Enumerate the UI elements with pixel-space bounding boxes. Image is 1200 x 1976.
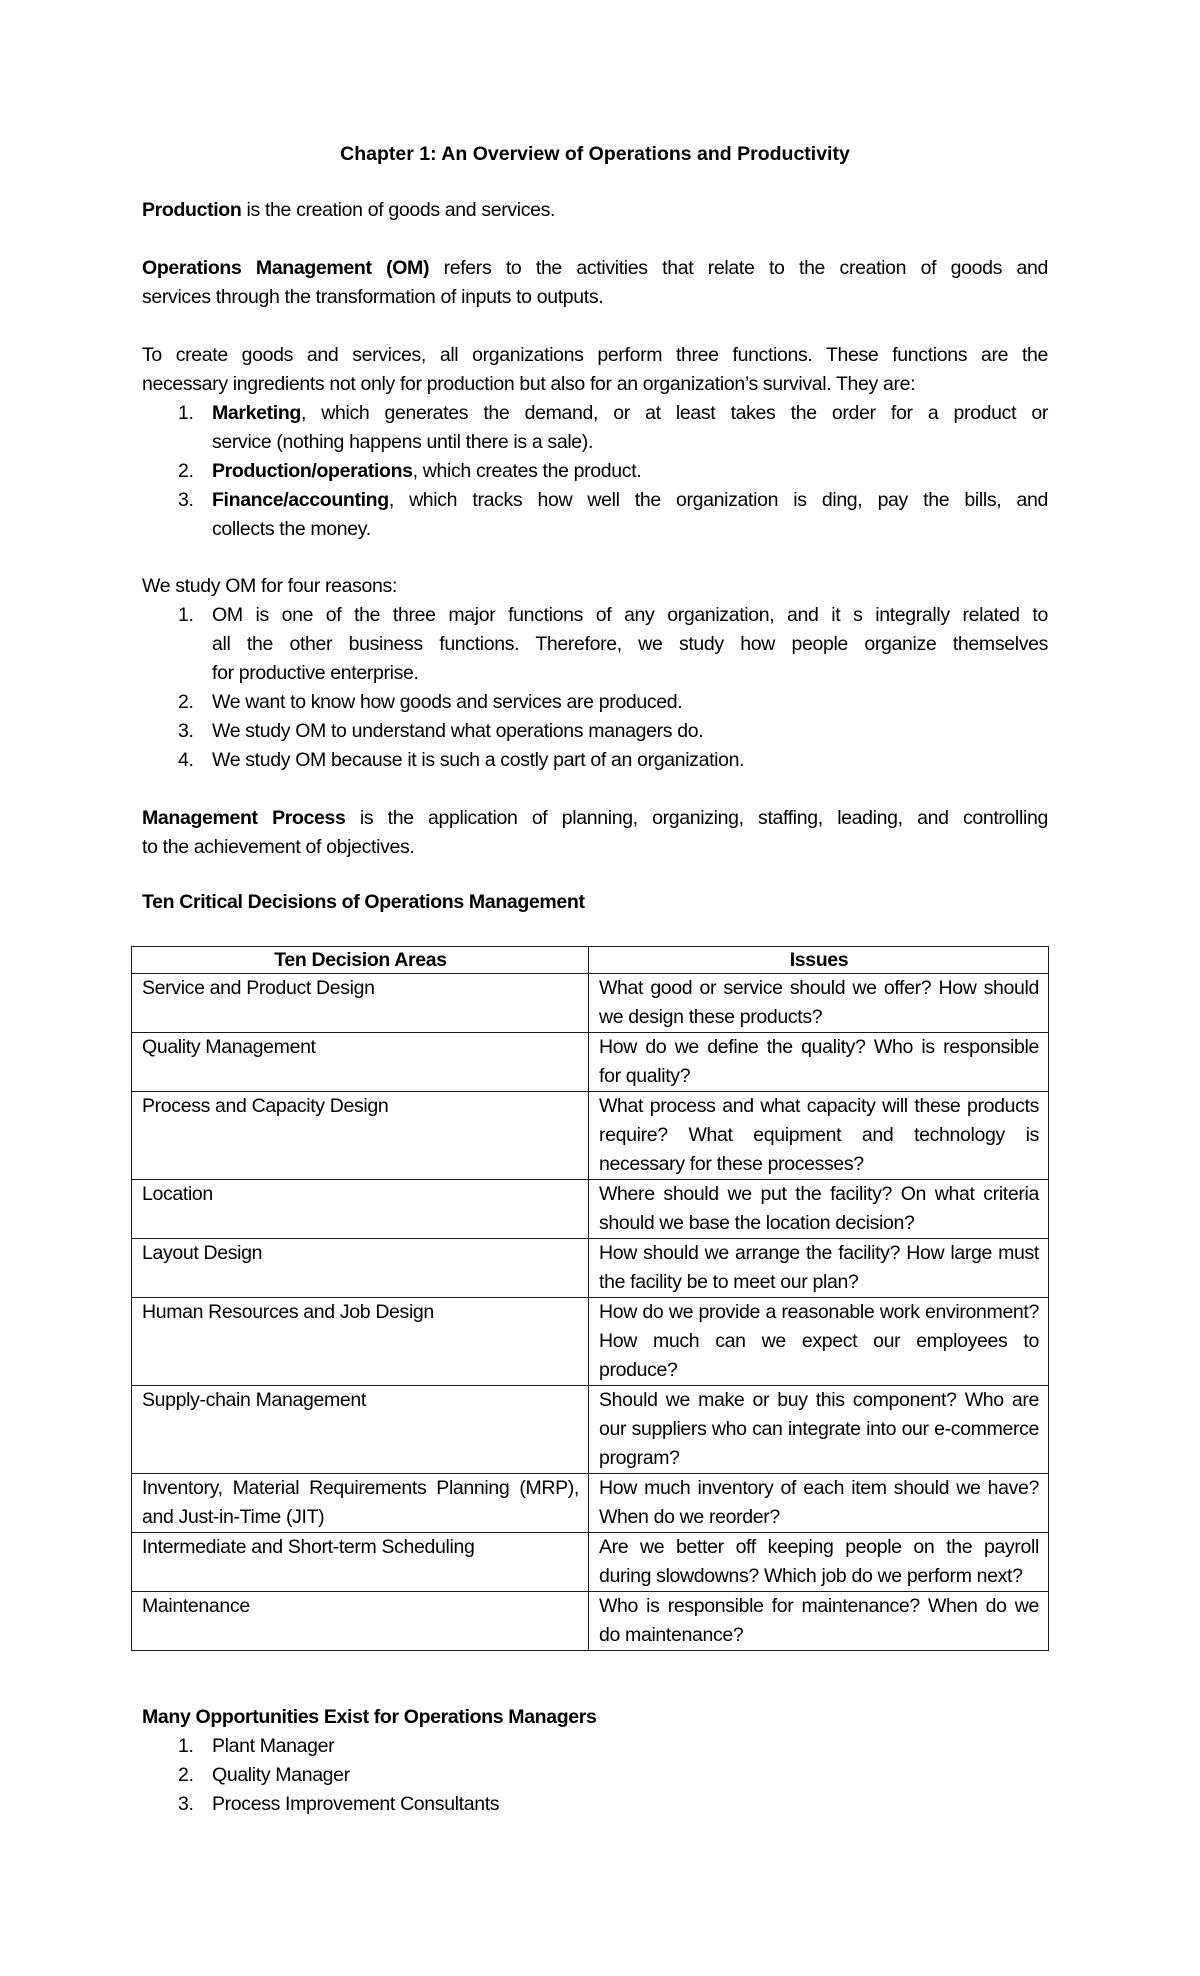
table-row — [132, 1533, 1049, 1592]
table-row — [132, 1386, 1049, 1474]
reasons-intro-text: We study OM for four reasons: — [142, 575, 398, 597]
decision-issues: Should we make or buy this component? Who are our suppliers who can integrate into our e-commerce program? — [589, 1386, 1049, 1474]
reason-text: We study OM because it is such a costly part of an organization. — [212, 749, 745, 771]
column-header-areas: Ten Decision Areas — [132, 947, 589, 974]
function-text: , which creates the product. — [412, 460, 642, 482]
management-process-definition — [142, 804, 1048, 862]
opportunity-label: Quality Manager — [212, 1764, 350, 1786]
list-item — [142, 717, 1048, 746]
reason-text-cont: all the other business functions. Therefore, we study how people organize themselves — [212, 633, 1048, 655]
reasons-intro — [142, 572, 1048, 601]
decisions-table — [131, 946, 1049, 1651]
table-row — [132, 1474, 1049, 1533]
reasons-list — [142, 601, 1048, 775]
opportunity-label: Process Improvement Consultants — [212, 1793, 500, 1815]
opportunities-heading-text: Many Opportunities Exist for Operations Managers — [142, 1706, 597, 1728]
management-process-term: Management Process — [142, 807, 346, 829]
list-item — [142, 688, 1048, 717]
functions-intro-line1: To create goods and services, all organizations perform three functions. These functions are the — [142, 344, 1048, 366]
list-number: 1. — [178, 402, 194, 424]
list-number: 3. — [178, 720, 194, 742]
opportunities-heading — [142, 1703, 1048, 1732]
table-row — [132, 974, 1049, 1033]
functions-intro-line2: necessary ingredients not only for production but also for an organization’s survival. They are: — [142, 373, 916, 395]
table-row — [132, 1592, 1049, 1651]
function-text-cont: collects the money. — [212, 518, 371, 540]
decision-issues: Are we better off keeping people on the payroll during slowdowns? Which job do we perform next? — [589, 1533, 1049, 1592]
decisions-heading — [142, 888, 1048, 917]
decision-issues: Who is responsible for maintenance? When do we do maintenance? — [589, 1592, 1049, 1651]
decision-issues: How should we arrange the facility? How large must the facility be to meet our plan? — [589, 1239, 1049, 1298]
function-term: Production/operations — [212, 460, 413, 482]
om-term: Operations Management (OM) — [142, 257, 430, 279]
decision-area: Intermediate and Short-term Scheduling — [132, 1533, 589, 1592]
table-row — [132, 1180, 1049, 1239]
om-text-line1: refers to the activities that relate to the creation of goods and — [429, 257, 1048, 279]
functions-intro — [142, 341, 1048, 399]
decision-issues: What good or service should we offer? How should we design these products? — [589, 974, 1049, 1033]
list-number: 4. — [178, 749, 194, 771]
list-item — [142, 1761, 1048, 1790]
list-item — [142, 1732, 1048, 1761]
table-row — [132, 1298, 1049, 1386]
functions-list — [142, 399, 1048, 544]
function-term: Finance/accounting — [212, 489, 389, 511]
decision-area: Quality Management — [132, 1033, 589, 1092]
decisions-heading-text: Ten Critical Decisions of Operations Management — [142, 891, 585, 913]
decision-area: Inventory, Material Requirements Planning (MRP), and Just-in-Time (JIT) — [132, 1474, 589, 1533]
function-term: Marketing — [212, 402, 301, 424]
om-text-line2: services through the transformation of inputs to outputs. — [142, 286, 604, 308]
list-item — [142, 457, 1048, 486]
opportunities-list — [142, 1732, 1048, 1819]
production-text: is the creation of goods and services. — [241, 199, 556, 221]
decision-area: Supply-chain Management — [132, 1386, 589, 1474]
list-number: 1. — [178, 1735, 194, 1757]
column-header-issues: Issues — [589, 947, 1049, 974]
list-number: 2. — [178, 1764, 194, 1786]
reason-text: OM is one of the three major functions of any organization, and it s integrally related to — [212, 604, 1048, 626]
list-item — [142, 1790, 1048, 1819]
decision-area: Process and Capacity Design — [132, 1092, 589, 1180]
table-header-row — [132, 947, 1049, 974]
decision-area: Maintenance — [132, 1592, 589, 1651]
list-number: 2. — [178, 460, 194, 482]
function-text: , which tracks how well the organization is ding, pay the bills, and — [388, 489, 1048, 511]
reason-text-cont: for productive enterprise. — [212, 662, 419, 684]
management-process-text-cont: to the achievement of objectives. — [142, 836, 415, 858]
list-item — [142, 486, 1048, 544]
decision-area: Location — [132, 1180, 589, 1239]
table-row — [132, 1239, 1049, 1298]
list-number: 1. — [178, 604, 194, 626]
decision-issues: How do we provide a reasonable work environment? How much can we expect our employees to produce? — [589, 1298, 1049, 1386]
function-text-cont: service (nothing happens until there is a sale). — [212, 431, 594, 453]
list-number: 3. — [178, 489, 194, 511]
decision-area: Human Resources and Job Design — [132, 1298, 589, 1386]
decision-area: Service and Product Design — [132, 974, 589, 1033]
reason-text: We want to know how goods and services are produced. — [212, 691, 683, 713]
list-number: 3. — [178, 1793, 194, 1815]
opportunity-label: Plant Manager — [212, 1735, 335, 1757]
production-definition — [142, 196, 1048, 225]
list-item — [142, 746, 1048, 775]
list-item — [142, 399, 1048, 457]
decision-issues: How much inventory of each item should we have? When do we reorder? — [589, 1474, 1049, 1533]
om-definition — [142, 254, 1048, 312]
list-item — [142, 601, 1048, 688]
decision-area: Layout Design — [132, 1239, 589, 1298]
decision-issues: How do we define the quality? Who is responsible for quality? — [589, 1033, 1049, 1092]
page-title: Chapter 1: An Overview of Operations and Productivity — [340, 143, 850, 165]
list-number: 2. — [178, 691, 194, 713]
decision-issues: What process and what capacity will these products require? What equipment and technology is necessary for these processes? — [589, 1092, 1049, 1180]
production-term: Production — [142, 199, 242, 221]
table-row — [132, 1092, 1049, 1180]
management-process-text: is the application of planning, organizing, staffing, leading, and controlling — [345, 807, 1048, 829]
decision-issues: Where should we put the facility? On what criteria should we base the location decision? — [589, 1180, 1049, 1239]
function-text: , which generates the demand, or at least takes the order for a product or — [300, 402, 1048, 424]
table-row — [132, 1033, 1049, 1092]
reason-text: We study OM to understand what operations managers do. — [212, 720, 704, 742]
